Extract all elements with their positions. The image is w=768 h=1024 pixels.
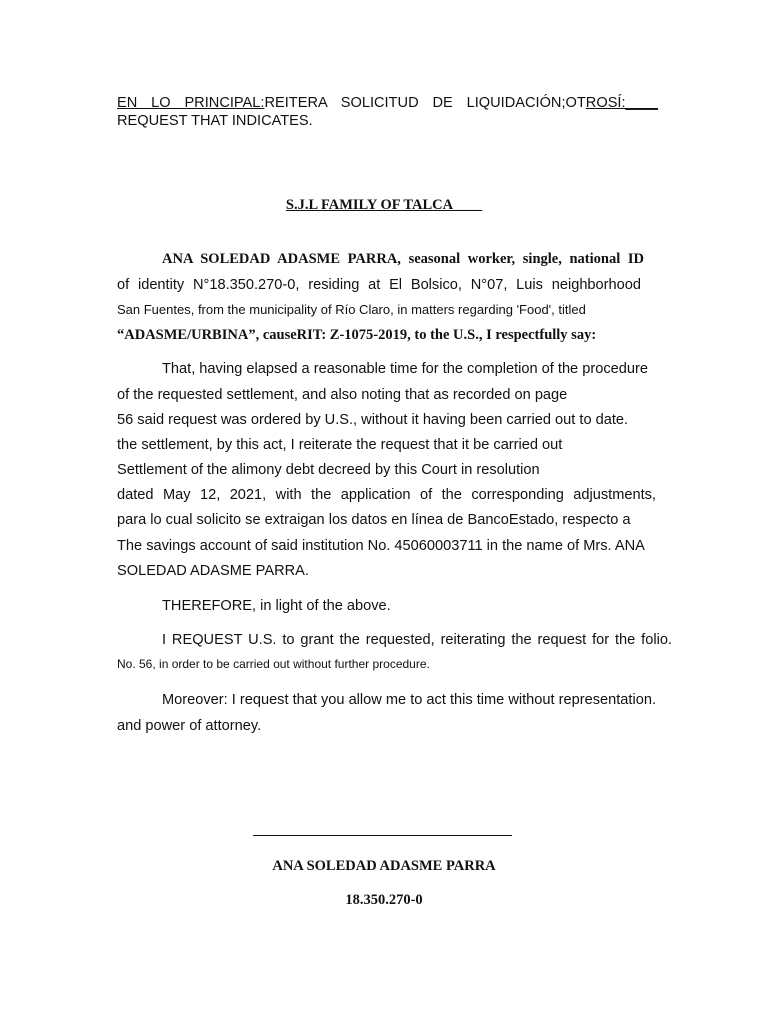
- request-line-1: I REQUEST U.S. to grant the requested, reiterating the request for the folio.: [162, 632, 672, 648]
- body-line: The savings account of said institution No. 45060003711 in the name of Mrs. ANA: [117, 538, 645, 554]
- request-line-2: No. 56, in order to be carried out without further procedure.: [117, 657, 430, 671]
- signature-name: ANA SOLEDAD ADASME PARRA: [272, 858, 496, 874]
- body-line: dated May 12, 2021, with the application of the corresponding adjustments,: [117, 487, 656, 503]
- intro-line-3: San Fuentes, from the municipality of Río Claro, in matters regarding 'Food', titled: [117, 302, 586, 317]
- body-line: the settlement, by this act, I reiterate the request that it be carried out: [117, 437, 563, 453]
- header-principal-label: EN LO PRINCIPAL:: [117, 95, 265, 111]
- header-line-2: REQUEST THAT INDICATES.: [117, 113, 313, 129]
- moreover-line-2: and power of attorney.: [117, 718, 262, 734]
- moreover-line-1: Moreover: I request that you allow me to act this time without representation.: [162, 692, 656, 708]
- header-line-1: [117, 96, 658, 111]
- body-line: Settlement of the alimony debt decreed by this Court in resolution: [117, 462, 540, 478]
- body-line: of the requested settlement, and also noting that as recorded on page: [117, 387, 568, 403]
- body-line: SOLEDAD ADASME PARRA.: [117, 563, 309, 579]
- header-otrosi: ROSÍ:____: [585, 95, 658, 111]
- intro-line-4: “ADASME/URBINA”, causeRIT: Z-1075-2019, to the U.S., I respectfully say:: [117, 327, 597, 343]
- signature-line: [253, 835, 512, 836]
- body-line: That, having elapsed a reasonable time for the completion of the procedure: [162, 361, 648, 377]
- intro-line-2: of identity N°18.350.270-0, residing at El Bolsico, N°07, Luis neighborhood: [117, 277, 641, 293]
- header-text: REITERA SOLICITUD DE LIQUIDACIÓN;OT: [264, 95, 586, 111]
- body-line: 56 said request was ordered by U.S., without it having been carried out to date.: [117, 412, 629, 428]
- body-line: para lo cual solicito se extraigan los datos en línea de BancoEstado, respecto a: [117, 512, 631, 528]
- signature-id: 18.350.270-0: [345, 892, 423, 908]
- intro-line-1: ANA SOLEDAD ADASME PARRA, seasonal worker, single, national ID: [162, 251, 644, 267]
- therefore-line: THEREFORE, in light of the above.: [162, 598, 391, 614]
- court-heading: S.J.L FAMILY OF TALCA____: [285, 197, 483, 213]
